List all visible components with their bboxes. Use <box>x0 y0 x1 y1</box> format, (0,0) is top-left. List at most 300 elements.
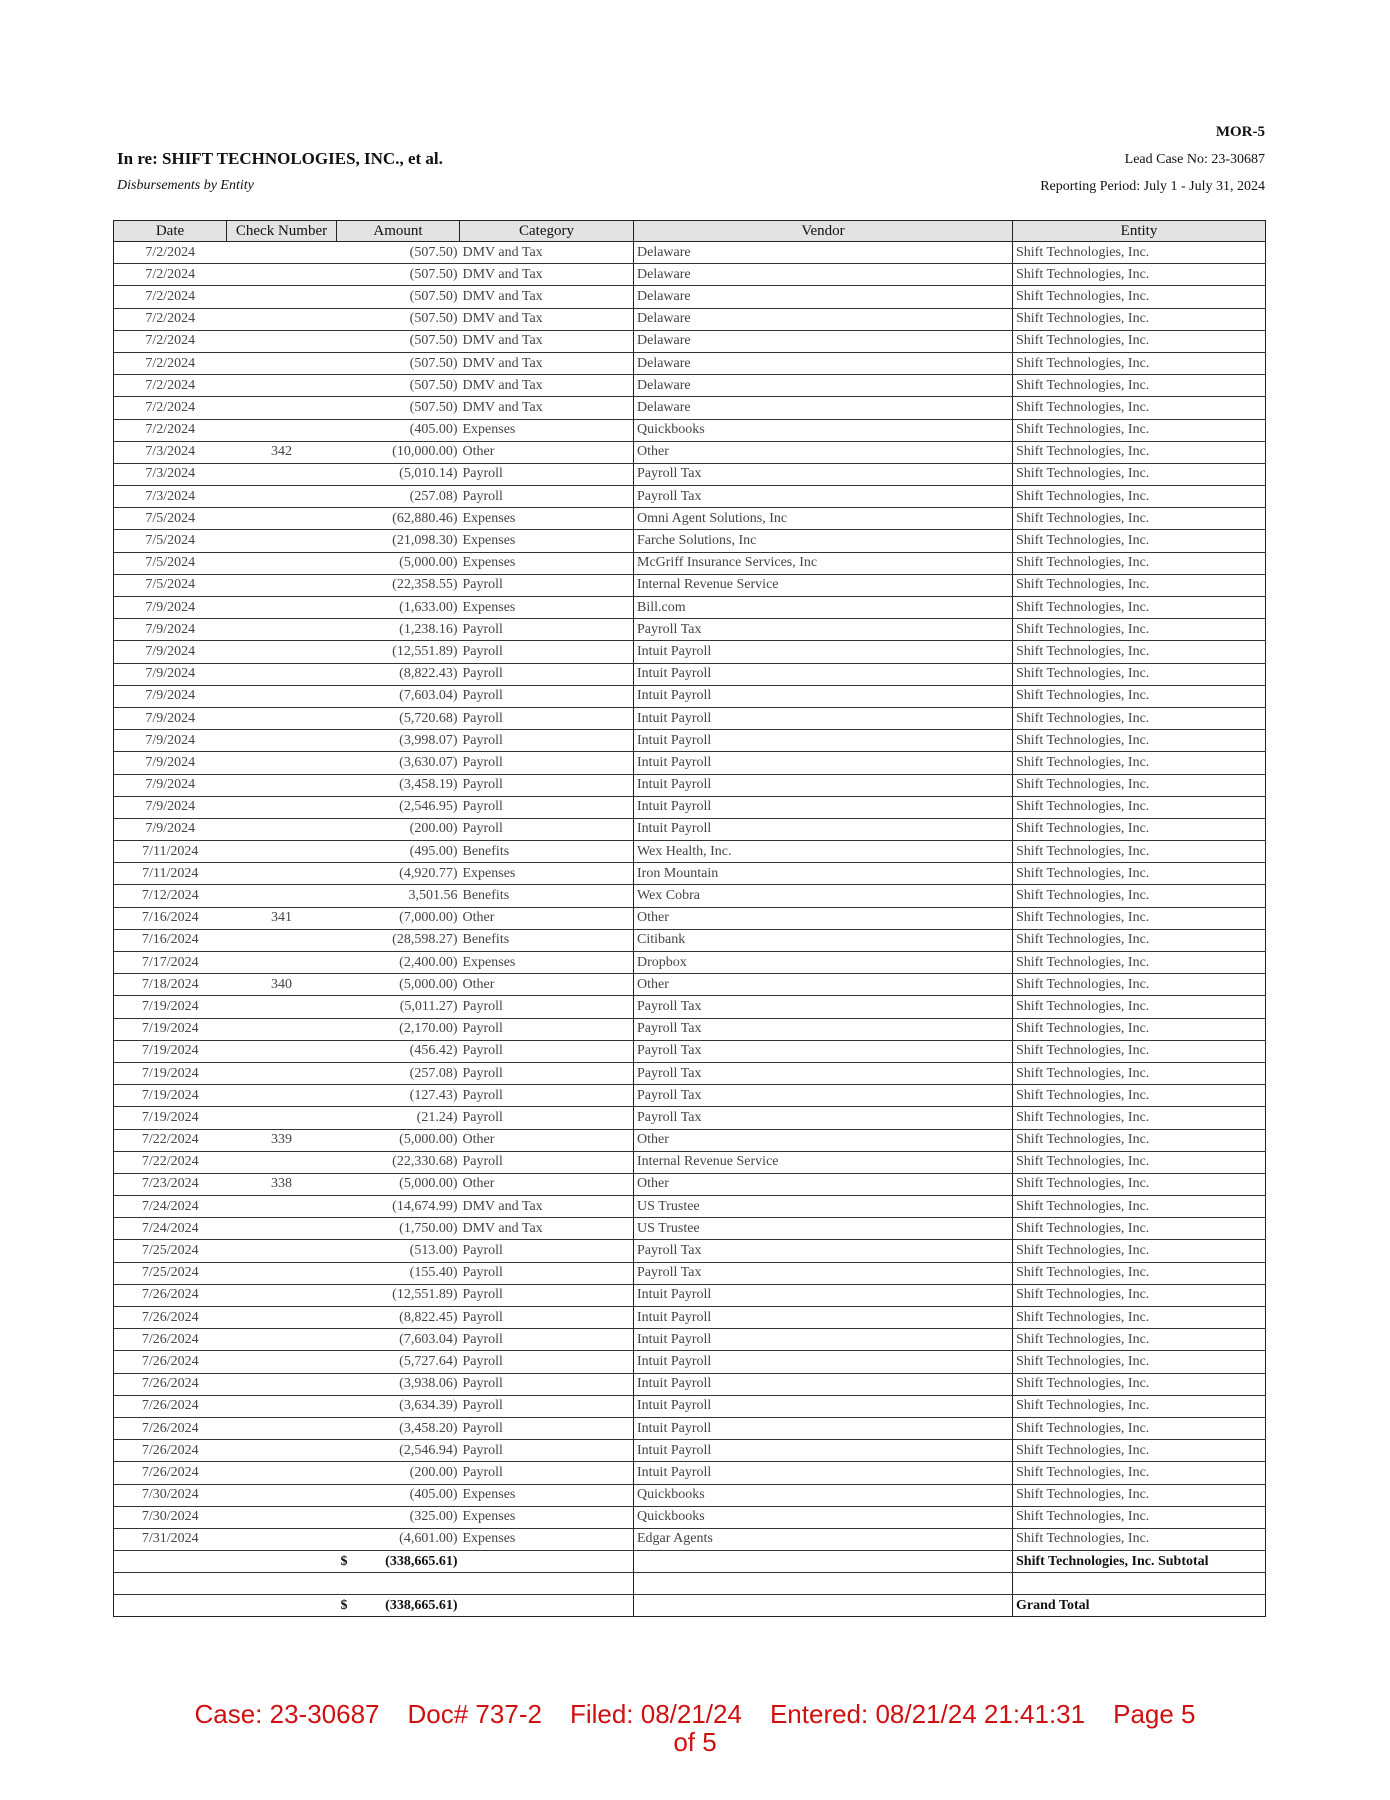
row-date: 7/18/2024 <box>114 974 227 996</box>
table-row <box>114 952 1266 974</box>
row-category: Payroll <box>460 1351 634 1373</box>
lead-case: Lead Case No: 23-30687 <box>1124 152 1265 167</box>
table-row <box>114 907 1266 929</box>
row-date: 7/5/2024 <box>114 552 227 574</box>
row-amount: (21,098.30) <box>337 530 460 552</box>
row-entity: Shift Technologies, Inc. <box>1013 1528 1266 1550</box>
row-date: 7/19/2024 <box>114 996 227 1018</box>
row-amount: (1,238.16) <box>337 619 460 641</box>
table-row <box>114 1151 1266 1173</box>
row-date: 7/3/2024 <box>114 463 227 485</box>
row-vendor: Internal Revenue Service <box>634 1151 1013 1173</box>
row-category: DMV and Tax <box>460 397 634 419</box>
col-header-date: Date <box>114 221 227 242</box>
row-check-number <box>227 352 337 374</box>
row-category: DMV and Tax <box>460 242 634 264</box>
row-amount: (405.00) <box>337 1484 460 1506</box>
row-vendor: Intuit Payroll <box>634 1395 1013 1417</box>
row-vendor: Edgar Agents <box>634 1528 1013 1550</box>
row-amount: (155.40) <box>337 1262 460 1284</box>
row-vendor: Intuit Payroll <box>634 1351 1013 1373</box>
row-check-number <box>227 619 337 641</box>
row-entity: Shift Technologies, Inc. <box>1013 286 1266 308</box>
row-vendor: Intuit Payroll <box>634 752 1013 774</box>
row-date: 7/26/2024 <box>114 1329 227 1351</box>
table-row <box>114 552 1266 574</box>
row-check-number <box>227 1506 337 1528</box>
table-row <box>114 730 1266 752</box>
table-row <box>114 619 1266 641</box>
row-category: Payroll <box>460 1262 634 1284</box>
row-amount: (507.50) <box>337 330 460 352</box>
row-date: 7/11/2024 <box>114 863 227 885</box>
row-vendor: Intuit Payroll <box>634 1373 1013 1395</box>
row-category: Payroll <box>460 1373 634 1395</box>
row-entity: Shift Technologies, Inc. <box>1013 330 1266 352</box>
row-vendor: Intuit Payroll <box>634 730 1013 752</box>
row-date: 7/2/2024 <box>114 397 227 419</box>
row-amount: (2,400.00) <box>337 952 460 974</box>
row-entity: Shift Technologies, Inc. <box>1013 441 1266 463</box>
row-date: 7/9/2024 <box>114 818 227 840</box>
row-amount: (4,920.77) <box>337 863 460 885</box>
row-amount: (507.50) <box>337 375 460 397</box>
row-amount: (5,000.00) <box>337 1173 460 1195</box>
table-row <box>114 1218 1266 1240</box>
row-check-number <box>227 1351 337 1373</box>
row-amount: (405.00) <box>337 419 460 441</box>
table-row <box>114 1196 1266 1218</box>
row-entity: Shift Technologies, Inc. <box>1013 1107 1266 1129</box>
row-check-number: 342 <box>227 441 337 463</box>
row-entity: Shift Technologies, Inc. <box>1013 841 1266 863</box>
row-category: Payroll <box>460 663 634 685</box>
row-vendor: Omni Agent Solutions, Inc <box>634 508 1013 530</box>
row-category: Payroll <box>460 796 634 818</box>
table-row <box>114 1240 1266 1262</box>
row-date: 7/11/2024 <box>114 841 227 863</box>
filed-date: Filed: 08/21/24 <box>569 1699 742 1729</box>
row-amount: (257.08) <box>337 486 460 508</box>
row-date: 7/22/2024 <box>114 1151 227 1173</box>
table-row <box>114 1062 1266 1084</box>
row-amount: (2,546.94) <box>337 1440 460 1462</box>
row-entity: Shift Technologies, Inc. <box>1013 863 1266 885</box>
row-date: 7/31/2024 <box>114 1528 227 1550</box>
row-amount: (28,598.27) <box>337 929 460 951</box>
row-vendor: Other <box>634 974 1013 996</box>
row-date: 7/19/2024 <box>114 1040 227 1062</box>
row-date: 7/9/2024 <box>114 752 227 774</box>
row-vendor: Payroll Tax <box>634 1062 1013 1084</box>
row-entity: Shift Technologies, Inc. <box>1013 1151 1266 1173</box>
row-category: DMV and Tax <box>460 1218 634 1240</box>
table-row <box>114 796 1266 818</box>
row-vendor: US Trustee <box>634 1196 1013 1218</box>
entered-date: Entered: 08/21/24 21:41:31 <box>769 1699 1086 1729</box>
row-entity: Shift Technologies, Inc. <box>1013 619 1266 641</box>
row-entity: Shift Technologies, Inc. <box>1013 929 1266 951</box>
table-row <box>114 530 1266 552</box>
row-amount: 3,501.56 <box>337 885 460 907</box>
row-check-number <box>227 707 337 729</box>
row-amount: (507.50) <box>337 352 460 374</box>
row-date: 7/2/2024 <box>114 286 227 308</box>
row-date: 7/16/2024 <box>114 929 227 951</box>
row-check-number <box>227 996 337 1018</box>
row-vendor: Payroll Tax <box>634 1107 1013 1129</box>
row-category: Payroll <box>460 1018 634 1040</box>
table-row <box>114 375 1266 397</box>
row-entity: Shift Technologies, Inc. <box>1013 952 1266 974</box>
row-category: Other <box>460 907 634 929</box>
table-row <box>114 1173 1266 1195</box>
table-row <box>114 663 1266 685</box>
table-row <box>114 1107 1266 1129</box>
table-row <box>114 1373 1266 1395</box>
row-amount: (22,358.55) <box>337 574 460 596</box>
row-vendor: Intuit Payroll <box>634 1307 1013 1329</box>
row-entity: Shift Technologies, Inc. <box>1013 1484 1266 1506</box>
row-category: Expenses <box>460 597 634 619</box>
row-check-number <box>227 929 337 951</box>
table-header-row <box>114 221 1266 242</box>
row-category: Payroll <box>460 641 634 663</box>
row-category: DMV and Tax <box>460 1196 634 1218</box>
row-check-number <box>227 663 337 685</box>
row-date: 7/2/2024 <box>114 264 227 286</box>
row-entity: Shift Technologies, Inc. <box>1013 1395 1266 1417</box>
doc-number: Doc# 737-2 <box>407 1699 542 1729</box>
row-check-number <box>227 796 337 818</box>
table-row <box>114 841 1266 863</box>
row-entity: Shift Technologies, Inc. <box>1013 974 1266 996</box>
row-entity: Shift Technologies, Inc. <box>1013 242 1266 264</box>
row-vendor: Quickbooks <box>634 1506 1013 1528</box>
row-vendor: Delaware <box>634 375 1013 397</box>
row-check-number <box>227 1062 337 1084</box>
row-date: 7/19/2024 <box>114 1062 227 1084</box>
row-vendor: Bill.com <box>634 597 1013 619</box>
table-row <box>114 818 1266 840</box>
row-vendor: Intuit Payroll <box>634 707 1013 729</box>
row-amount: (325.00) <box>337 1506 460 1528</box>
row-vendor: Delaware <box>634 308 1013 330</box>
row-category: Expenses <box>460 530 634 552</box>
row-entity: Shift Technologies, Inc. <box>1013 641 1266 663</box>
row-amount: (507.50) <box>337 264 460 286</box>
row-category: Expenses <box>460 508 634 530</box>
row-category: Benefits <box>460 841 634 863</box>
row-entity: Shift Technologies, Inc. <box>1013 375 1266 397</box>
row-category: Other <box>460 974 634 996</box>
row-date: 7/26/2024 <box>114 1373 227 1395</box>
row-vendor: Delaware <box>634 352 1013 374</box>
row-vendor: Intuit Payroll <box>634 774 1013 796</box>
row-date: 7/2/2024 <box>114 375 227 397</box>
row-category: DMV and Tax <box>460 375 634 397</box>
row-check-number <box>227 1462 337 1484</box>
row-vendor: Quickbooks <box>634 419 1013 441</box>
col-header-vendor: Vendor <box>634 221 1013 242</box>
row-date: 7/3/2024 <box>114 441 227 463</box>
row-check-number <box>227 685 337 707</box>
row-category: Payroll <box>460 1395 634 1417</box>
table-row <box>114 441 1266 463</box>
row-category: Payroll <box>460 463 634 485</box>
row-vendor: Intuit Payroll <box>634 1284 1013 1306</box>
row-vendor: Payroll Tax <box>634 486 1013 508</box>
row-category: DMV and Tax <box>460 264 634 286</box>
row-category: DMV and Tax <box>460 330 634 352</box>
table-row <box>114 419 1266 441</box>
row-category: Payroll <box>460 1085 634 1107</box>
row-entity: Shift Technologies, Inc. <box>1013 1440 1266 1462</box>
row-check-number <box>227 264 337 286</box>
row-date: 7/9/2024 <box>114 641 227 663</box>
table-row <box>114 308 1266 330</box>
row-check-number <box>227 774 337 796</box>
col-header-amount: Amount <box>337 221 460 242</box>
row-date: 7/2/2024 <box>114 308 227 330</box>
row-vendor: Other <box>634 441 1013 463</box>
row-check-number <box>227 375 337 397</box>
row-category: Expenses <box>460 952 634 974</box>
row-check-number <box>227 641 337 663</box>
row-amount: (62,880.46) <box>337 508 460 530</box>
row-check-number <box>227 1373 337 1395</box>
row-entity: Shift Technologies, Inc. <box>1013 1240 1266 1262</box>
row-entity: Shift Technologies, Inc. <box>1013 1462 1266 1484</box>
table-row <box>114 1417 1266 1439</box>
row-category: Payroll <box>460 1417 634 1439</box>
case-number: Case: 23-30687 <box>194 1699 380 1729</box>
row-check-number <box>227 530 337 552</box>
row-check-number <box>227 1329 337 1351</box>
row-vendor: Payroll Tax <box>634 996 1013 1018</box>
row-vendor: Wex Cobra <box>634 885 1013 907</box>
table-row <box>114 463 1266 485</box>
row-entity: Shift Technologies, Inc. <box>1013 1085 1266 1107</box>
table-row <box>114 1284 1266 1306</box>
grand-total-label: Grand Total <box>1013 1595 1266 1617</box>
row-entity: Shift Technologies, Inc. <box>1013 1506 1266 1528</box>
row-check-number: 341 <box>227 907 337 929</box>
row-date: 7/26/2024 <box>114 1351 227 1373</box>
table-row <box>114 885 1266 907</box>
col-header-category: Category <box>460 221 634 242</box>
row-date: 7/9/2024 <box>114 796 227 818</box>
subtotal-amount: (338,665.61) <box>385 1553 458 1569</box>
table-row <box>114 1440 1266 1462</box>
row-date: 7/26/2024 <box>114 1307 227 1329</box>
row-amount: (3,458.20) <box>337 1417 460 1439</box>
row-category: Benefits <box>460 885 634 907</box>
row-category: Payroll <box>460 774 634 796</box>
row-vendor: Payroll Tax <box>634 1262 1013 1284</box>
page-of: of 5 <box>673 1727 717 1757</box>
row-date: 7/25/2024 <box>114 1240 227 1262</box>
table-row <box>114 641 1266 663</box>
table-row <box>114 1506 1266 1528</box>
row-amount: (2,170.00) <box>337 1018 460 1040</box>
row-date: 7/19/2024 <box>114 1085 227 1107</box>
row-category: Other <box>460 441 634 463</box>
row-check-number <box>227 818 337 840</box>
table-row <box>114 1351 1266 1373</box>
row-entity: Shift Technologies, Inc. <box>1013 1196 1266 1218</box>
row-entity: Shift Technologies, Inc. <box>1013 530 1266 552</box>
row-amount: (257.08) <box>337 1062 460 1084</box>
row-entity: Shift Technologies, Inc. <box>1013 1129 1266 1151</box>
row-vendor: Dropbox <box>634 952 1013 974</box>
row-entity: Shift Technologies, Inc. <box>1013 508 1266 530</box>
table-row <box>114 486 1266 508</box>
row-vendor: Intuit Payroll <box>634 1462 1013 1484</box>
table-row <box>114 1484 1266 1506</box>
court-filing-stamp <box>0 1700 1390 1756</box>
row-check-number <box>227 1284 337 1306</box>
row-date: 7/30/2024 <box>114 1484 227 1506</box>
row-entity: Shift Technologies, Inc. <box>1013 1262 1266 1284</box>
row-date: 7/24/2024 <box>114 1218 227 1240</box>
row-amount: (495.00) <box>337 841 460 863</box>
row-entity: Shift Technologies, Inc. <box>1013 907 1266 929</box>
row-vendor: Delaware <box>634 242 1013 264</box>
row-entity: Shift Technologies, Inc. <box>1013 663 1266 685</box>
page-subtitle: Disbursements by Entity <box>117 178 254 193</box>
row-check-number <box>227 1151 337 1173</box>
row-vendor: Intuit Payroll <box>634 818 1013 840</box>
row-vendor: Payroll Tax <box>634 1085 1013 1107</box>
table-row <box>114 1329 1266 1351</box>
row-check-number <box>227 574 337 596</box>
row-entity: Shift Technologies, Inc. <box>1013 1218 1266 1240</box>
col-header-check-number: Check Number <box>227 221 337 242</box>
row-amount: (3,634.39) <box>337 1395 460 1417</box>
row-vendor: Payroll Tax <box>634 1018 1013 1040</box>
row-entity: Shift Technologies, Inc. <box>1013 397 1266 419</box>
row-check-number <box>227 1440 337 1462</box>
reporting-period: Reporting Period: July 1 - July 31, 2024 <box>1040 179 1265 194</box>
row-check-number <box>227 486 337 508</box>
row-vendor: Intuit Payroll <box>634 641 1013 663</box>
row-date: 7/9/2024 <box>114 619 227 641</box>
row-category: Payroll <box>460 1240 634 1262</box>
table-row <box>114 685 1266 707</box>
row-amount: (7,603.04) <box>337 685 460 707</box>
row-entity: Shift Technologies, Inc. <box>1013 707 1266 729</box>
row-entity: Shift Technologies, Inc. <box>1013 996 1266 1018</box>
row-category: Payroll <box>460 1107 634 1129</box>
row-amount: (5,727.64) <box>337 1351 460 1373</box>
row-vendor: US Trustee <box>634 1218 1013 1240</box>
row-amount: (3,458.19) <box>337 774 460 796</box>
grand-total-row <box>114 1595 1266 1617</box>
row-entity: Shift Technologies, Inc. <box>1013 597 1266 619</box>
row-amount: (200.00) <box>337 1462 460 1484</box>
row-date: 7/9/2024 <box>114 663 227 685</box>
table-row <box>114 1395 1266 1417</box>
table-row <box>114 1462 1266 1484</box>
row-category: Payroll <box>460 1462 634 1484</box>
row-category: Payroll <box>460 574 634 596</box>
row-entity: Shift Technologies, Inc. <box>1013 352 1266 374</box>
row-check-number <box>227 1395 337 1417</box>
row-category: Payroll <box>460 1329 634 1351</box>
row-vendor: Wex Health, Inc. <box>634 841 1013 863</box>
row-amount: (513.00) <box>337 1240 460 1262</box>
row-date: 7/19/2024 <box>114 1018 227 1040</box>
row-category: Expenses <box>460 1528 634 1550</box>
row-date: 7/9/2024 <box>114 685 227 707</box>
table-body <box>114 242 1266 1551</box>
row-date: 7/22/2024 <box>114 1129 227 1151</box>
row-vendor: Intuit Payroll <box>634 1417 1013 1439</box>
row-check-number <box>227 841 337 863</box>
row-vendor: Intuit Payroll <box>634 1440 1013 1462</box>
row-vendor: McGriff Insurance Services, Inc <box>634 552 1013 574</box>
row-vendor: Internal Revenue Service <box>634 574 1013 596</box>
row-check-number <box>227 1218 337 1240</box>
row-date: 7/25/2024 <box>114 1262 227 1284</box>
row-category: Payroll <box>460 818 634 840</box>
row-check-number <box>227 1085 337 1107</box>
table-row <box>114 1040 1266 1062</box>
row-category: Payroll <box>460 1062 634 1084</box>
row-check-number <box>227 552 337 574</box>
row-vendor: Other <box>634 1129 1013 1151</box>
row-category: DMV and Tax <box>460 308 634 330</box>
row-date: 7/2/2024 <box>114 419 227 441</box>
table-row <box>114 1018 1266 1040</box>
subtotal-label: Shift Technologies, Inc. Subtotal <box>1013 1551 1266 1573</box>
row-date: 7/26/2024 <box>114 1462 227 1484</box>
row-amount: (8,822.45) <box>337 1307 460 1329</box>
table-row <box>114 1307 1266 1329</box>
row-entity: Shift Technologies, Inc. <box>1013 264 1266 286</box>
row-check-number <box>227 242 337 264</box>
row-vendor: Farche Solutions, Inc <box>634 530 1013 552</box>
table-row <box>114 597 1266 619</box>
row-amount: (507.50) <box>337 308 460 330</box>
row-vendor: Delaware <box>634 397 1013 419</box>
row-entity: Shift Technologies, Inc. <box>1013 1018 1266 1040</box>
row-category: Payroll <box>460 486 634 508</box>
row-check-number: 338 <box>227 1173 337 1195</box>
row-check-number <box>227 308 337 330</box>
row-check-number <box>227 286 337 308</box>
row-date: 7/26/2024 <box>114 1284 227 1306</box>
row-category: Payroll <box>460 1040 634 1062</box>
row-date: 7/3/2024 <box>114 486 227 508</box>
row-vendor: Citibank <box>634 929 1013 951</box>
table-row <box>114 863 1266 885</box>
row-amount: (14,674.99) <box>337 1196 460 1218</box>
row-category: Expenses <box>460 552 634 574</box>
form-id: MOR-5 <box>1215 124 1265 140</box>
table-row <box>114 1262 1266 1284</box>
row-amount: (507.50) <box>337 397 460 419</box>
row-date: 7/2/2024 <box>114 330 227 352</box>
row-amount: (5,720.68) <box>337 707 460 729</box>
row-category: Payroll <box>460 685 634 707</box>
row-date: 7/9/2024 <box>114 730 227 752</box>
row-date: 7/9/2024 <box>114 774 227 796</box>
row-category: Payroll <box>460 1440 634 1462</box>
row-amount: (7,000.00) <box>337 907 460 929</box>
row-date: 7/30/2024 <box>114 1506 227 1528</box>
